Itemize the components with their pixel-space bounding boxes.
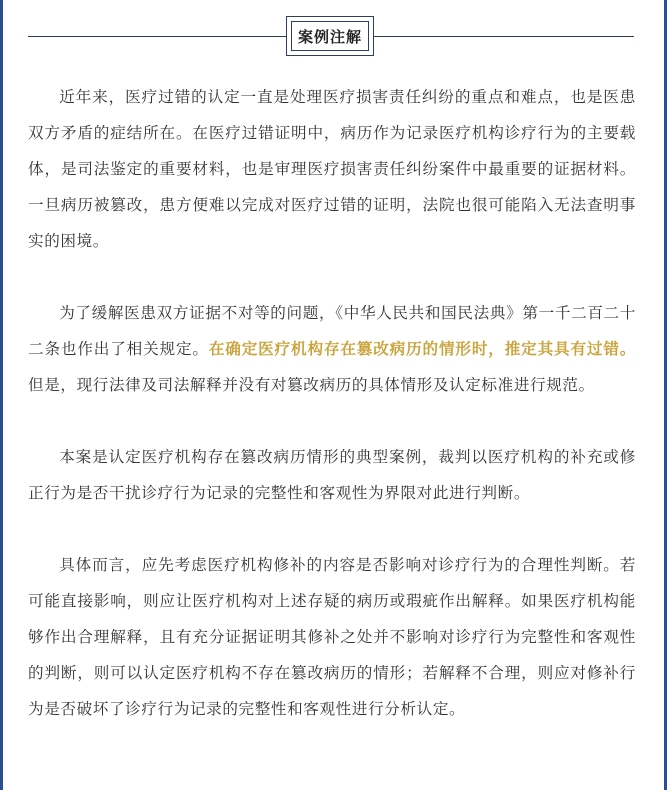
paragraph-2-rest: 但是，现行法律及司法解释并没有对篡改病历的具体情形及认定标准进行规范。 xyxy=(28,376,595,394)
left-border xyxy=(0,0,3,790)
section-title: 案例注解 xyxy=(297,27,362,46)
paragraph-2 xyxy=(28,295,636,403)
article-body xyxy=(28,79,636,727)
section-title-box xyxy=(286,16,374,56)
paragraph-3: 本案是认定医疗机构存在篡改病历情形的典型案例，裁判以医疗机构的补充或修正行为是否干扰诊疗行为记录的完整性和客观性为界限对此进行判断。 xyxy=(28,448,636,502)
paragraph-2-intro: 为了缓解医患双方证据不对等的问题，《中华人民共和国民法典》第一千二百二十二条也作出了相关规定。 xyxy=(28,304,636,358)
paragraph-4: 具体而言，应先考虑医疗机构修补的内容是否影响对诊疗行为的合理性判断。若可能直接影响，则应让医疗机构对上述存疑的病历或瑕疵作出解释。如果医疗机构能够作出合理解释，且有充分证据证明其修补之处并不影响对诊疗行为完整性和客观性的判断，则可以认定医疗机构不存在篡改病历的情形；若解释不合理，则应对修补行为是否破坏了诊疗行为记录的完整性和客观性进行分析认定。 xyxy=(28,556,636,718)
paragraph-2-highlight: 在确定医疗机构存在篡改病历的情形时，推定其具有过错。 xyxy=(208,340,636,358)
paragraph-1: 近年来，医疗过错的认定一直是处理医疗损害责任纠纷的重点和难点，也是医患双方矛盾的症结所在。在医疗过错证明中，病历作为记录医疗机构诊疗行为的主要载体，是司法鉴定的重要材料，也是审理医疗损害责任纠纷案件中最重要的证据材料。一旦病历被篡改，患方便难以完成对医疗过错的证明，法院也很可能陷入无法查明事实的困境。 xyxy=(28,88,636,250)
